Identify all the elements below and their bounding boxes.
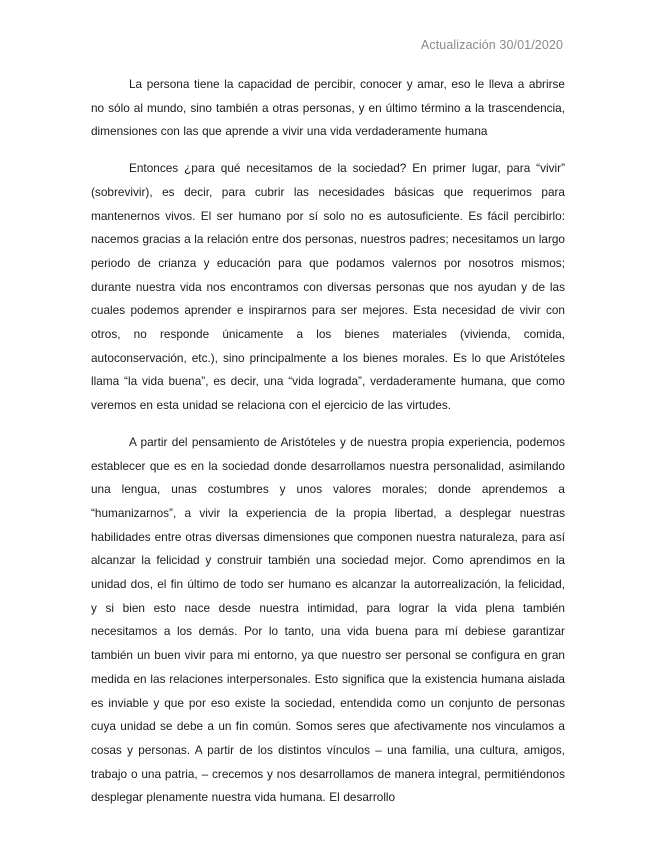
paragraph-1: La persona tiene la capacidad de percibir, conocer y amar, eso le lleva a abrirse no sólo al mundo, sino también a otras personas, y en último término a la trascendencia, dimensiones con las que aprende a vivir una vida verdaderamente humana bbox=[91, 77, 565, 139]
update-date-header: Actualización 30/01/2020 bbox=[420, 38, 563, 52]
document-body bbox=[91, 73, 565, 823]
paragraph-3: A partir del pensamiento de Aristóteles y de nuestra propia experiencia, podemos establecer que es en la sociedad donde desarrollamos nuestra personalidad, asimilando una lengua, unas costumbres y unos valores morales; donde aprendemos a “humanizarnos”, a vivir la experiencia de la propia libertad, a desplegar nuestras habilidades entre otras diversas dimensiones que componen nuestra naturaleza, para así alcanzar la felicidad y construir también una sociedad mejor. Como aprendimos en la unidad dos, el fin último de todo ser humano es alcanzar la autorrealización, la felicidad, y si bien esto nace desde nuestra intimidad, para lograr la vida plena también necesitamos a los demás. Por lo tanto, una vida buena para mí debiese garantizar también un buen vivir para mi entorno, ya que nuestro ser personal se configura en gran medida en las relaciones interpersonales. Esto significa que la existencia humana aislada es inviable y que por eso existe la sociedad, entendida como un conjunto de personas cuya unidad se debe a un fin común. Somos seres que afectivamente nos vinculamos a cosas y personas. A partir de los distintos vínculos – una familia, una cultura, amigos, trabajo o una patria, – crecemos y nos desarrollamos de manera integral, permitiéndonos desplegar plenamente nuestra vida humana. El desarrollo bbox=[91, 434, 565, 805]
paragraph-2: Entonces ¿para qué necesitamos de la sociedad? En primer lugar, para “vivir” (sobrevivir), es decir, para cubrir las necesidades básicas que requerimos para mantenernos vivos. El ser humano por sí solo no es autosuficiente. Es fácil percibirlo: nacemos gracias a la relación entre dos personas, nuestros padres; necesitamos un largo periodo de crianza y educación para que podamos valernos por nosotros mismos; durante nuestra vida nos encontramos con diversas personas que nos ayudan y de las cuales podemos aprender e inspirarnos para ser mejores. Esta necesidad de vivir con otros, no responde únicamente a los bienes materiales (vivienda, comida, autoconservación, etc.), sino principalmente a los bienes morales. Es lo que Aristóteles llama “la vida buena”, es decir, una “vida lograda”, verdaderamente humana, que como veremos en esta unidad se relaciona con el ejercicio de las virtudes. bbox=[91, 161, 565, 413]
